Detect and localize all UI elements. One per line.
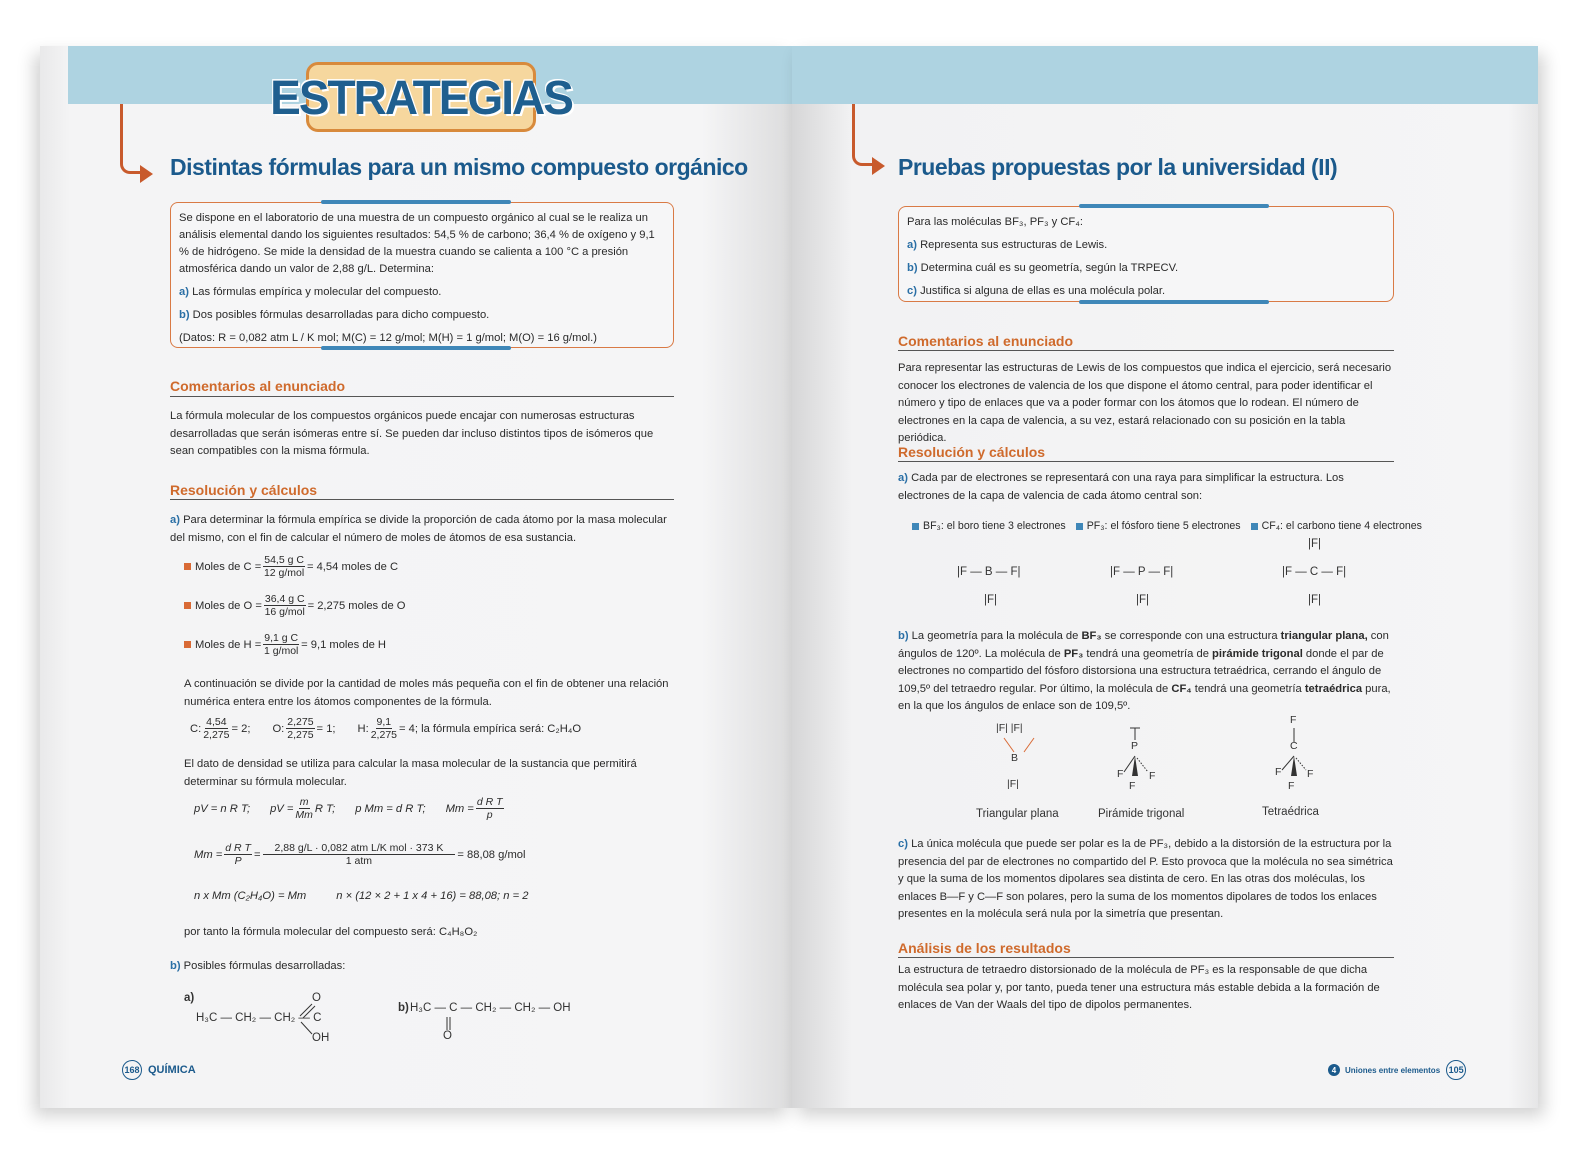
formula-molecular-text: por tanto la fórmula molecular del compuesto será: C₄H₈O₂ — [184, 926, 478, 938]
struct-b-label: b) — [398, 1002, 409, 1014]
bullet-square-icon — [184, 641, 191, 648]
right-footer — [1328, 1060, 1466, 1080]
right-page-title: Pruebas propuestas por la universidad (II) — [898, 154, 1338, 180]
box-accent-bar — [321, 346, 511, 350]
box-accent-bar — [321, 200, 511, 204]
geom-trig-center: B — [1011, 752, 1019, 764]
statement-a: a) Las fórmulas empírica y molecular del compuesto. — [179, 286, 442, 298]
lewis-cf4: |F — C — F| — [1282, 566, 1347, 578]
right-part-a: a) Cada par de electrones se representará con una raya para simplificar la estructura. Los electrones de la capa de valencia de cada átomo central son: — [898, 472, 1344, 502]
left-comentarios-heading: Comentarios al enunciado — [170, 378, 346, 394]
left-page-number: 168 — [122, 1060, 142, 1080]
statement-c: c) Justifica si alguna de ellas es una molécula polar. — [907, 285, 1166, 297]
geom-trig-bottom: |F| — [1007, 778, 1019, 790]
molar-mass-calculation: Mm = $\frac{\text{d R T}}{P}$ = $\frac{\text{2,88 g/L · 0,082 atm L/K mol · 373 K}}{\text{1 atm}}$ = 88,08 g/mol — [194, 842, 526, 867]
geom-pyramid-drawing — [1110, 722, 1170, 794]
statement-datos: (Datos: R = 0,082 atm L / K mol; M(C) = 12 g/mol; M(H) = 1 g/mol; M(O) = 16 g/mol.) — [179, 332, 597, 344]
right-title-hook — [852, 104, 872, 166]
right-title-arrow-icon — [872, 157, 885, 175]
left-resolucion-heading: Resolución y cálculos — [170, 482, 318, 498]
estrategias-logo: ESTRATEGIAS — [306, 62, 536, 132]
struct-a-hydroxyl: OH — [312, 1032, 330, 1044]
moles-o: Moles de O = $\frac{\text{36,4 g C}}{\text{16 g/mol}}$ = 2,275 moles de O — [184, 593, 406, 618]
right-analisis-heading: Análisis de los resultados — [898, 940, 1071, 956]
geom-pyramid-f-bottom: F — [1129, 780, 1136, 792]
lewis-bf3-bottom: |F| — [984, 594, 997, 606]
left-statement-box — [170, 202, 674, 348]
right-comentarios-text: Para representar las estructuras de Lewis de los compuestos que indica el ejercicio, será necesario conocer los electrones de valencia de los que dispone el átomo central, para poder identificar el número y tipo de enlaces que va a poder formar con los átomos que lo rodean. El número de electrones en la capa de valencia, a su vez, estará relacionado con su posición en la tabla periódica. — [898, 362, 1392, 444]
statement-intro: Se dispone en el laboratorio de una muestra de un compuesto orgánico al cual se le realiza un análisis elemental dando los siguientes resultados: 54,5 % de carbono; 36,4 % de oxígeno y 9,1 % de hidrógeno. Se mide la densidad de la muestra cuando se calienta a 100 °C a presión atmosférica dando un valor de 2,88 g/L. Determina: — [179, 212, 655, 275]
bullet-square-icon — [912, 523, 919, 530]
gas-equations: pV = n R T; pV = $\frac{m}{Mm}$ R T; p Mm = d R T; Mm = $\frac{\text{d R T}}{p}$ — [194, 796, 503, 821]
statement-b: b) Determina cuál es su geometría, según la TRPECV. — [907, 262, 1179, 274]
geom-tet-f-bottom: F — [1288, 780, 1295, 792]
right-page — [792, 46, 1538, 1108]
left-footer-subject: QUÍMICA — [148, 1064, 196, 1076]
left-footer — [122, 1060, 196, 1080]
n-calculation: n x Mm (C₂H₄O) = Mm n × (12 × 2 + 1 x 4 + 16) = 88,08; n = 2 — [194, 890, 529, 902]
geom-pyramid-f-right: F — [1149, 770, 1156, 782]
section-rule — [170, 396, 674, 397]
bullet-square-icon — [184, 602, 191, 609]
statement-intro: Para las moléculas BF₃, PF₃ y CF₄: — [907, 216, 1083, 228]
left-page-title: Distintas fórmulas para un mismo compuesto orgánico — [170, 154, 748, 180]
right-comentarios-heading: Comentarios al enunciado — [898, 333, 1074, 349]
box-accent-bar — [1079, 204, 1269, 208]
moles-c: Moles de C = $\frac{\text{54,5 g C}}{\text{12 g/mol}}$ = 4,54 moles de C — [184, 554, 398, 579]
geom-trig-top: |F| |F| — [996, 722, 1023, 734]
geom-label-trigonal-plane: Triangular plana — [976, 808, 1059, 820]
geom-pyramid-f-left: F — [1117, 768, 1124, 780]
geom-pyramid-center: P — [1131, 740, 1139, 752]
geom-tet-f-top: F — [1290, 714, 1297, 726]
right-header-band — [792, 46, 1538, 104]
bullet-square-icon — [1076, 523, 1083, 530]
geom-trig-bonds — [996, 736, 1046, 756]
right-page-number: 105 — [1446, 1060, 1466, 1080]
lewis-cf4-bottom: |F| — [1308, 594, 1321, 606]
moles-h: Moles de H = $\frac{\text{9,1 g C}}{\text{1 g/mol}}$ = 9,1 moles de H — [184, 632, 386, 657]
struct-a-formula: H₃C — CH₂ — CH₂ — C — [196, 1012, 322, 1024]
section-rule — [898, 461, 1394, 462]
lewis-pf3-bottom: |F| — [1136, 594, 1149, 606]
unit-number-badge: 4 — [1328, 1064, 1340, 1076]
struct-a-label: a) — [184, 992, 195, 1004]
struct-b-oxygen: O — [443, 1030, 452, 1042]
left-title-arrow-icon — [140, 165, 153, 183]
right-resolucion-heading: Resolución y cálculos — [898, 444, 1046, 460]
densidad-text: El dato de densidad se utiliza para calcular la masa molecular de la sustancia que permitirá determinar su fórmula molecular. — [184, 758, 637, 788]
lewis-bf3: |F — B — F| — [957, 566, 1021, 578]
right-part-c: c) La única molécula que puede ser polar es la de PF₃, debido a la distorsión de la estructura por la presencia del par de electrones no compartido del P. Esto provoca que la molécula no sea simétrica y que la suma de los momentos dipolares sea distinta de cero. En las otras dos moléculas, los enlaces B—F y C—F son polares, pero la suma de los momentos dipolares de todos los enlaces presentes en la molécula será nula por la simetría que presentan. — [898, 838, 1393, 920]
struct-a-oxygen: O — [312, 992, 321, 1004]
left-comentarios-text: La fórmula molecular de los compuestos orgánicos puede encajar con numerosas estructuras desarrolladas que serán isómeras entre sí. Se pueden dar incluso distintos tipos de isómeros que sean compatibles con la misma fórmula. — [170, 410, 654, 457]
box-accent-bar — [1079, 300, 1269, 304]
right-footer-unit: Uniones entre elementos — [1345, 1065, 1441, 1075]
struct-b-formula: H₃C — C — CH₂ — CH₂ — OH — [410, 1002, 571, 1014]
continuacion-text: A continuación se divide por la cantidad de moles más pequeña con el fin de obtener una relación numérica entera entre los átomos componentes de la fórmula. — [184, 678, 669, 708]
bullet-square-icon — [1251, 523, 1258, 530]
open-book — [40, 46, 1538, 1108]
left-part-a: a) Para determinar la fórmula empírica se divide la proporción de cada átomo por la masa molecular del mismo, con el fin de calcular el número de moles de átomos de esa sustancia. — [170, 514, 667, 544]
section-rule — [898, 350, 1394, 351]
section-rule — [898, 957, 1394, 958]
lewis-cf4-top: |F| — [1308, 538, 1321, 550]
geom-tet-f-right: F — [1307, 768, 1314, 780]
geom-label-tetrahedral: Tetraédrica — [1262, 806, 1319, 818]
valence-bullets: BF₃: el boro tiene 3 electrones PF₃: el fósforo tiene 5 electrones CF₄: el carbono tiene 4 electrones — [912, 520, 1422, 532]
section-rule — [170, 499, 674, 500]
statement-b: b) Dos posibles fórmulas desarrolladas para dicho compuesto. — [179, 309, 490, 321]
right-analisis-text: La estructura de tetraedro distorsionado de la molécula de PF₃ es la responsable de que dicha molécula sea polar y, por tanto, pueda tener una estructura más estable debida a la formación de enlaces de Van der Waals del tipo de dipolos permanentes. — [898, 964, 1380, 1011]
right-part-b: b) La geometría para la molécula de BF₃ se corresponde con una estructura triangular plana, con ángulos de 120º. La molécula de PF₃ tendrá una geometría de pirámide trigonal donde el par de electrones no compartido del fósforo distorsiona una estructura tetraédrica, cerrando el ángulo de 109,5º del tetraedro regular. Por último, la molécula de CF₄ tendrá una geometría tetraédrica pura, en la que los ángulos de enlace son de 109,5º. — [898, 630, 1391, 712]
struct-b-double-bond — [444, 1016, 454, 1032]
geom-label-trigonal-pyramid: Pirámide trigonal — [1098, 808, 1185, 820]
left-title-hook — [120, 104, 140, 174]
ratios-line: C: $\frac{4,54}{2,275}$ = 2; O: $\frac{2,275}{2,275}$ = 1; H: $\frac{9,1}{2,275}$ = 4; la fórmula empírica será: C₂H₄O — [190, 716, 582, 741]
geom-tet-center: C — [1290, 740, 1298, 752]
left-part-b: b) Posibles fórmulas desarrolladas: — [170, 960, 346, 972]
right-statement-box — [898, 206, 1394, 302]
bullet-square-icon — [184, 563, 191, 570]
geom-tet-f-left: F — [1275, 766, 1282, 778]
statement-a: a) Representa sus estructuras de Lewis. — [907, 239, 1108, 251]
lewis-pf3: |F — P — F| — [1110, 566, 1174, 578]
struct-a-bonds — [298, 1000, 318, 1040]
left-page — [40, 46, 792, 1108]
